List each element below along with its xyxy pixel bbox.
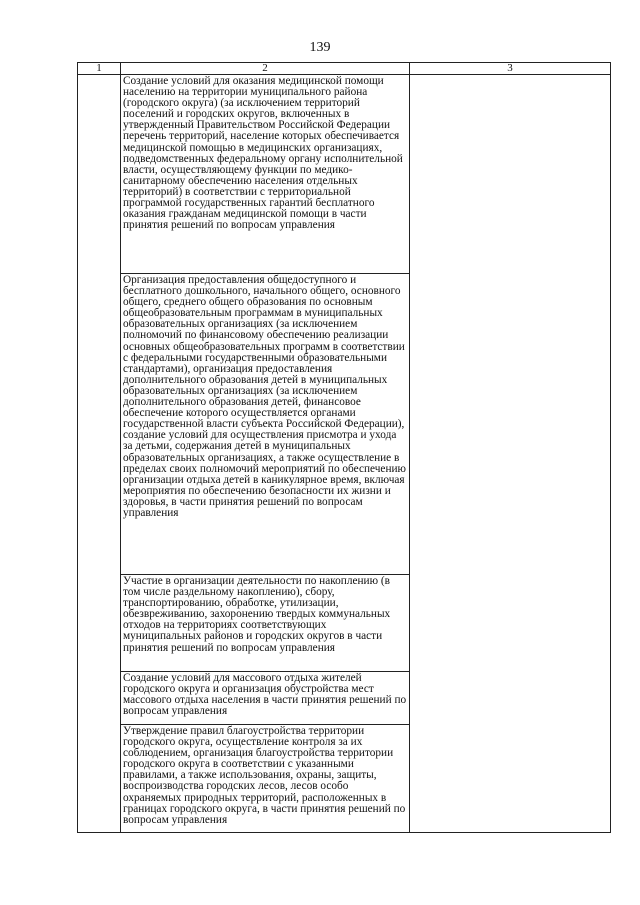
column-header-1: 1 — [78, 63, 121, 75]
page-number: 139 — [309, 40, 331, 55]
powers-item: Участие в организации деятельности по накоплению (в том числе раздельному накоплению), сбору, транспортированию, обработке, утилизации, обезвреживанию, захоронению твердых коммунальных отходов на территориях соответствующих муниципальных районов и городских округов в части принятия решений по вопросам управления — [121, 574, 409, 671]
powers-item: Создание условий для массового отдыха жителей городского округа и организация обустройства мест массового отдыха населения в части принятия решений по вопросам управления — [121, 671, 409, 724]
powers-item: Создание условий для оказания медицинской помощи населению на территории муниципального района (городского округа) (за исключением территорий поселений и городских округов, включенных в утвержденный Правительством Российской Федерации перечень территорий, население которых обеспечивается медицинской помощью в медицинских организациях, подведомственных федеральному органу исполнительной власти, осуществляющему функции по медико-санитарному обеспечению населения отдельных территорий) в соответствии с территориальной программой государственных гарантий бесплатного оказания гражданам медицинской помощи в части принятия решений по вопросам управления — [123, 75, 403, 232]
table-header-row — [78, 63, 611, 75]
table-row — [78, 75, 611, 833]
column-3-cell — [410, 75, 611, 833]
document-table — [77, 62, 611, 833]
powers-item: Утверждение правил благоустройства территории городского округа, осуществление контроля за их соблюдением, организация благоустройства территории городского округа в соответствии с указанными правилами, а также использования, охраны, защиты, воспроизводства городских лесов, лесов особо охраняемых природных территорий, расположенных в границах городского округа, в части принятия решений по вопросам управления — [121, 724, 409, 832]
column-2-cell — [121, 75, 410, 833]
column-header-2: 2 — [121, 63, 410, 75]
column-1-cell — [78, 75, 121, 833]
powers-item: Организация предоставления общедоступного и бесплатного дошкольного, начального общего, основного общего, среднего общего образования по основным общеобразовательным программам в муниципальных образовательных организациях (за исключением полномочий по финансовому обеспечению реализации основных общеобразовательных программ в соответствии с федеральными государственными образовательными стандартами), организация предоставления дополнительного образования детей в муниципальных образовательных организациях (за исключением дополнительного образования детей, финансовое обеспечение которого осуществляется органами государственной власти субъекта Российской Федерации), создание условий для осуществления присмотра и ухода за детьми, содержания детей в муниципальных образовательных организациях, а также осуществление в пределах своих полномочий мероприятий по обеспечению организации отдыха детей в каникулярное время, включая мероприятия по обеспечению безопасности их жизни и здоровья, в части принятия решений по вопросам управления — [121, 273, 409, 574]
column-header-3: 3 — [410, 63, 611, 75]
